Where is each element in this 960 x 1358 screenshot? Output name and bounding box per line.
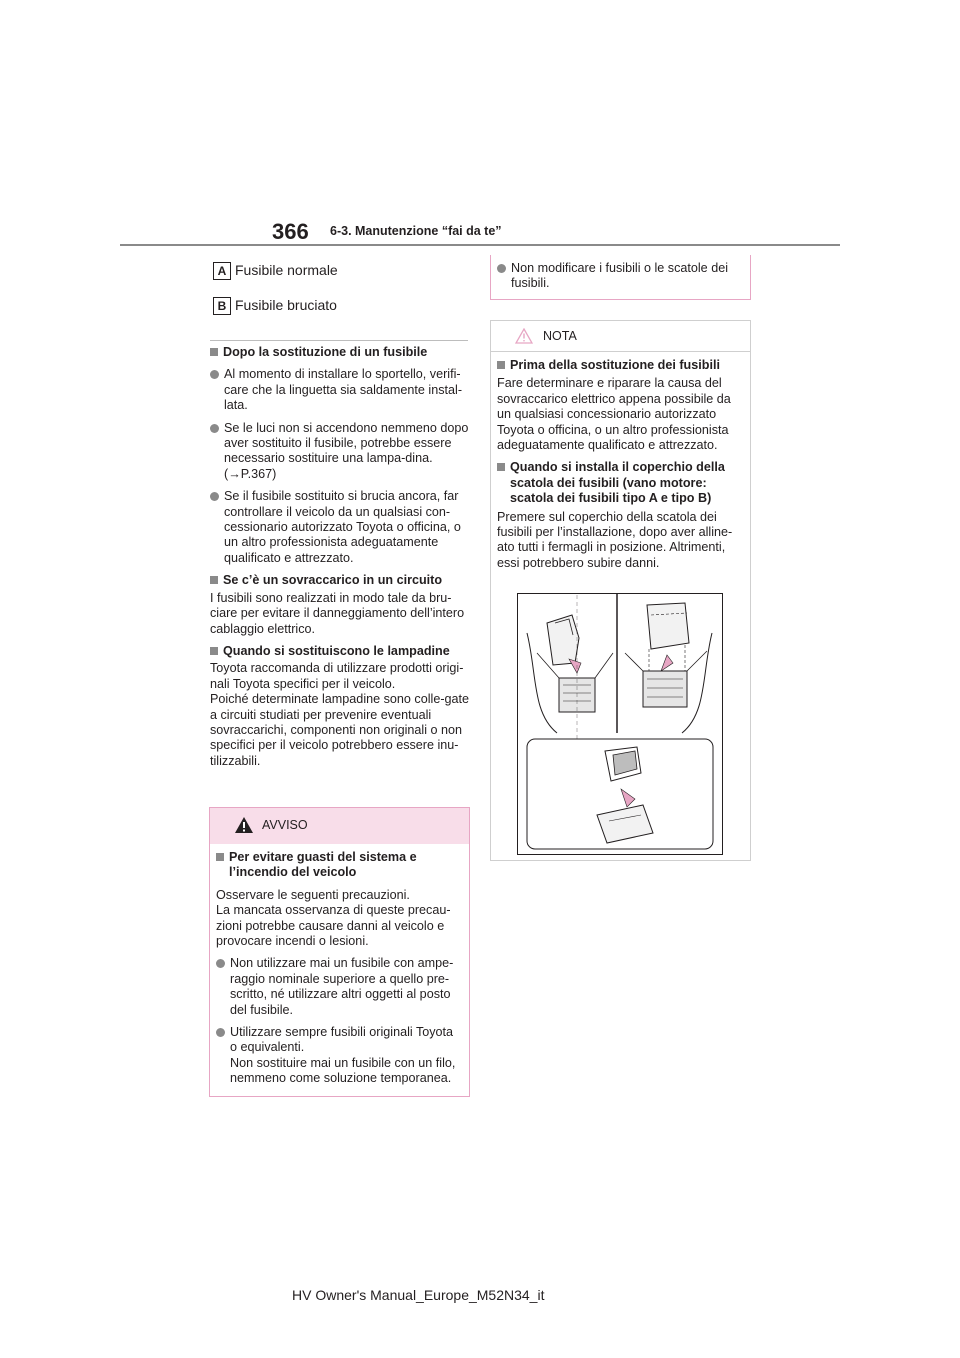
- paragraph: Osservare le seguenti precauzioni.: [216, 887, 410, 902]
- section-heading-bulbs: Quando si sostituiscono le lampadine: [210, 644, 470, 659]
- avviso-header: [210, 808, 469, 844]
- square-bullet-icon: [216, 853, 224, 861]
- caution-triangle-icon: [515, 328, 533, 344]
- avviso-title: AVVISO: [262, 818, 308, 832]
- label-a-text: Fusibile normale: [235, 262, 338, 278]
- label-a-box: A: [213, 262, 231, 280]
- label-a-row: [213, 261, 338, 280]
- left-column: [210, 345, 470, 769]
- paragraph: La mancata osservanza di queste precau-zioni potrebbe causare danni al veicolo e provocare incendi o lesioni.: [216, 903, 451, 949]
- paragraph: Premere sul coperchio della scatola dei fusibili per l’installazione, dopo aver alline-ato tutti i fermagli in posizione. Altrimenti, essi potrebbero subire danni.: [497, 509, 733, 570]
- nota-heading-cover-install: Quando si installa il coperchio della scatola dei fusibili (vano motore: scatola dei fusibili tipo A e tipo B): [497, 460, 744, 506]
- circle-bullet-icon: [210, 370, 219, 379]
- section-heading-fuse-replacement: Dopo la sostituzione di un fusibile: [210, 345, 470, 360]
- square-bullet-icon: [497, 361, 505, 369]
- circle-bullet-icon: [210, 424, 219, 433]
- avviso-box: [209, 807, 470, 1097]
- warning-continuation-box: [490, 255, 751, 300]
- nota-title: NOTA: [543, 329, 577, 343]
- warning-triangle-icon: [234, 816, 254, 834]
- header-rule: [120, 244, 840, 246]
- square-bullet-icon: [210, 576, 218, 584]
- nota-heading-before-replacement: Prima della sostituzione dei fusibili: [497, 358, 744, 373]
- footer-text: HV Owner's Manual_Europe_M52N34_it: [292, 1287, 545, 1303]
- fuse-box-cover-illustration: [517, 593, 723, 855]
- page-number: 366: [272, 219, 309, 244]
- section-heading-overload: Se c’è un sovraccarico in un circuito: [210, 573, 470, 588]
- bullet-item: Al momento di installare lo sportello, verifi-care che la linguetta sia saldamente instal-lata.: [210, 367, 470, 413]
- circle-bullet-icon: [497, 264, 506, 273]
- paragraph: Fare determinare e riparare la causa del sovraccarico elettrico appena possibile da un qualsiasi concessionario autorizzato Toyota o officina, o un altro professionista adeguatamente qualificato e attrezzato.: [497, 376, 731, 453]
- square-bullet-icon: [210, 647, 218, 655]
- paragraph: I fusibili sono realizzati in modo tale da bru-ciare per evitare il danneggiamento dell’intero cablaggio elettrico.: [210, 590, 465, 636]
- label-b-box: B: [213, 297, 231, 315]
- nota-header: [491, 321, 750, 352]
- circle-bullet-icon: [216, 959, 225, 968]
- left-divider: [210, 340, 468, 341]
- avviso-heading: Per evitare guasti del sistema e l’incendio del veicolo: [216, 850, 463, 881]
- section-title: 6-3. Manutenzione “fai da te”: [330, 224, 502, 238]
- nota-box: [490, 320, 751, 861]
- label-b-row: [213, 296, 337, 315]
- bullet-item: Non utilizzare mai un fusibile con ampe-raggio nominale superiore a quello pre-scritto, né utilizzare altri oggetti al posto del fusibile.: [216, 956, 463, 1018]
- square-bullet-icon: [497, 463, 505, 471]
- bullet-item: Non modificare i fusibili o le scatole dei fusibili.: [497, 261, 751, 292]
- paragraph: Toyota raccomanda di utilizzare prodotti origi-nali Toyota specifici per il veicolo.: [210, 661, 464, 691]
- circle-bullet-icon: [210, 492, 219, 501]
- page-reference-arrow: →: [228, 466, 241, 481]
- avviso-body: [210, 844, 469, 1087]
- square-bullet-icon: [210, 348, 218, 356]
- bullet-item: Se il fusibile sostituito si brucia ancora, far controllare il veicolo da un qualsiasi con-cessionario autorizzato Toyota o officina, o un altro professionista adeguatamente qualificato e attrezzato.: [210, 489, 470, 566]
- label-b-text: Fusibile bruciato: [235, 297, 337, 313]
- paragraph: Poiché determinate lampadine sono colle-gate a circuiti studiati per prevenire eventuali sovraccarichi, componenti non originali o non specifici per il veicolo potrebbero essere inu-tilizzabili.: [210, 692, 470, 768]
- nota-body: [491, 352, 750, 571]
- bullet-item: Utilizzare sempre fusibili originali Toyota o equivalenti. Non sostituire mai un fusibile con un filo, nemmeno come soluzione temporanea.: [216, 1025, 463, 1087]
- bullet-item: Se le luci non si accendono nemmeno dopo aver sostituito il fusibile, potrebbe essere necessario sostituire una lampa-dina. (→P.367): [210, 421, 470, 483]
- page-reference-link[interactable]: P.367): [240, 466, 277, 481]
- circle-bullet-icon: [216, 1028, 225, 1037]
